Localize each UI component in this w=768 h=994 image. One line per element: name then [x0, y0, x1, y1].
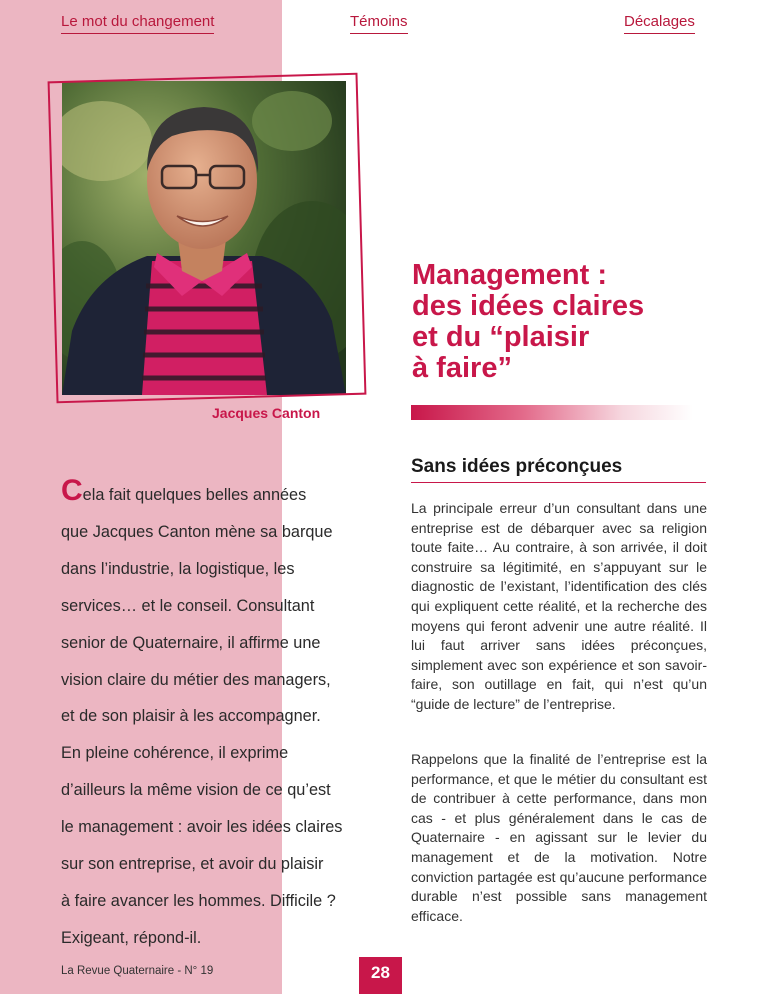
intro-line: En pleine cohérence, il exprime	[61, 744, 289, 763]
drop-cap: C	[61, 474, 83, 507]
article-title	[412, 260, 644, 384]
title-line: à faire”	[412, 352, 512, 384]
body-paragraph-2: Rappelons que la finalité de l’entreprise est la performance, et que le métier du consultant est de contribuer à cette performance, dans mon cas - et plus généralement dans le cas de Quaternaire - en agissant sur le levier du management et de la motivation. Notre conviction partagée est qu’aucune performance durable n’est possible sans management efficace.	[411, 751, 707, 924]
nav-link-mot-du-changement[interactable]: Le mot du changement	[61, 13, 214, 34]
photo-frame	[48, 73, 367, 404]
intro-line: dans l’industrie, la logistique, les	[61, 559, 295, 578]
intro-text	[61, 476, 386, 957]
body-paragraph-1: La principale erreur d’un consultant dans une entreprise est de débarquer avec sa religion toute faite… Au contraire, à son arrivée, il doit construire sa légitimité, en s’appuyant sur le diagnostic de l’existant, l’identification des clés qui expliquent cette réalité, et la recherche des moyens qui feront advenir une autre réalité. Il lui faut arriver sans idées préconçues, simplement avec son expérience et son savoir-faire, son outillage en fait, qui n’est qu’un “guide de lecture” de l’entreprise.	[411, 500, 707, 712]
nav-link-temoins[interactable]: Témoins	[350, 13, 408, 34]
intro-line: vision claire du métier des managers,	[61, 670, 331, 689]
intro-line: Cela fait quelques belles années	[61, 474, 307, 507]
photo-caption: Jacques Canton	[212, 405, 321, 421]
section-heading: Sans idées préconçues	[411, 456, 706, 483]
intro-line: que Jacques Canton mène sa barque	[61, 522, 333, 541]
intro-line: le management : avoir les idées claires	[61, 818, 343, 837]
page-number-badge: 28	[359, 957, 402, 994]
intro-line: à faire avancer les hommes. Difficile ?	[61, 891, 336, 910]
intro-line: d’ailleurs la même vision de ce qu’est	[61, 781, 331, 800]
intro-line: sur son entreprise, et avoir du plaisir	[61, 855, 324, 874]
nav-link-decalages[interactable]: Décalages	[624, 13, 695, 34]
intro-line: senior de Quaternaire, il affirme une	[61, 633, 321, 652]
decorative-gradient-bar	[411, 405, 693, 420]
title-line: Management :	[412, 259, 607, 291]
publication-footer: La Revue Quaternaire - N° 19	[61, 965, 214, 977]
title-line: des idées claires	[412, 290, 645, 322]
title-line: et du “plaisir	[412, 321, 590, 353]
intro-line: Exigeant, répond-il.	[61, 928, 202, 947]
intro-line: et de son plaisir à les accompagner.	[61, 707, 321, 726]
intro-line: services… et le conseil. Consultant	[61, 596, 315, 615]
